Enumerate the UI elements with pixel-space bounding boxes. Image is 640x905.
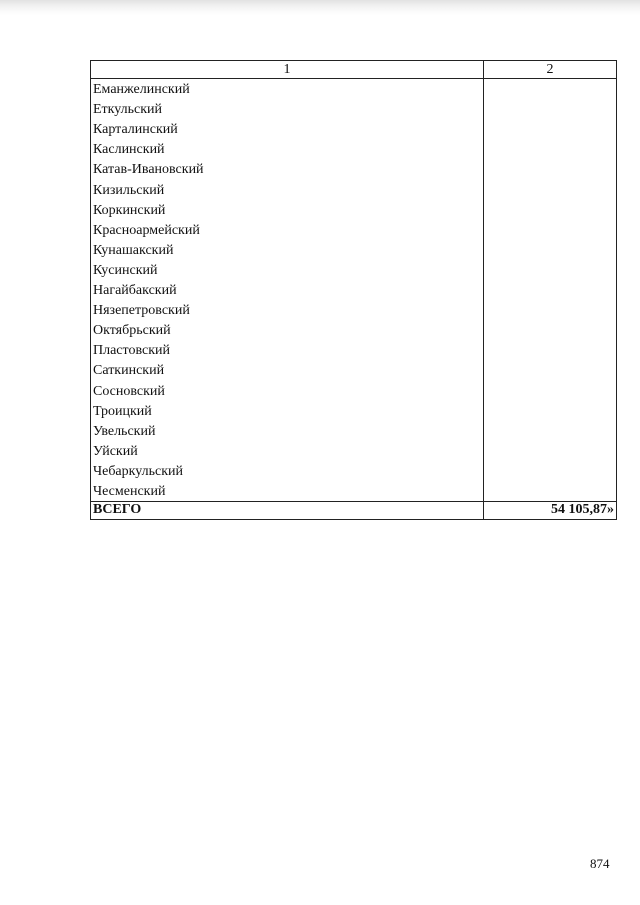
district-name-cell: Кизильский [91,179,484,199]
district-value-cell [484,280,617,300]
page-number: 874 [590,856,610,871]
table-header [91,61,617,79]
table-row [91,139,617,159]
table-row [91,300,617,320]
table-row [91,461,617,481]
district-value-cell [484,320,617,340]
district-name-cell: Красноармейский [91,220,484,240]
district-value-cell [484,200,617,220]
table-row [91,340,617,360]
district-name-cell: Сосновский [91,380,484,400]
district-name-cell: Октябрьский [91,320,484,340]
district-value-cell [484,340,617,360]
district-name-cell: Чебаркульский [91,461,484,481]
table-row [91,79,617,100]
table-row [91,240,617,260]
table-row [91,481,617,502]
total-row [91,501,617,519]
table-row [91,401,617,421]
district-name-cell: Карталинский [91,119,484,139]
district-value-cell [484,220,617,240]
district-value-cell [484,300,617,320]
district-name-cell: Пластовский [91,340,484,360]
districts-table [90,60,617,520]
table-row [91,260,617,280]
district-value-cell [484,360,617,380]
district-name-cell: Уйский [91,441,484,461]
table-row [91,99,617,119]
total-label: ВСЕГО [91,501,484,519]
district-name-cell: Катав-Ивановский [91,159,484,179]
total-value: 54 105,87» [484,501,617,519]
district-name-cell: Еткульский [91,99,484,119]
district-value-cell [484,380,617,400]
district-name-cell: Коркинский [91,200,484,220]
district-name-cell: Нязепетровский [91,300,484,320]
district-name-cell: Каслинский [91,139,484,159]
district-value-cell [484,240,617,260]
district-value-cell [484,79,617,100]
table-row [91,441,617,461]
district-value-cell [484,481,617,502]
district-name-cell: Кунашакский [91,240,484,260]
table-row [91,200,617,220]
district-value-cell [484,401,617,421]
district-name-cell: Нагайбакский [91,280,484,300]
table-row [91,179,617,199]
header-row [91,61,617,79]
district-value-cell [484,99,617,119]
column-header-1: 1 [91,61,484,79]
table-row [91,380,617,400]
district-value-cell [484,421,617,441]
district-value-cell [484,461,617,481]
table-row [91,119,617,139]
district-name-cell: Чесменский [91,481,484,502]
district-value-cell [484,260,617,280]
district-value-cell [484,139,617,159]
table-footer [91,501,617,519]
district-name-cell: Увельский [91,421,484,441]
table-row [91,421,617,441]
table-row [91,220,617,240]
district-name-cell: Кусинский [91,260,484,280]
table-row [91,159,617,179]
column-header-2: 2 [484,61,617,79]
district-value-cell [484,119,617,139]
table-row [91,360,617,380]
table-row [91,320,617,340]
scan-edge-shadow [0,0,640,16]
table-body [91,79,617,502]
district-value-cell [484,179,617,199]
district-name-cell: Еманжелинский [91,79,484,100]
district-value-cell [484,441,617,461]
district-value-cell [484,159,617,179]
table-row [91,280,617,300]
district-name-cell: Саткинский [91,360,484,380]
district-name-cell: Троицкий [91,401,484,421]
